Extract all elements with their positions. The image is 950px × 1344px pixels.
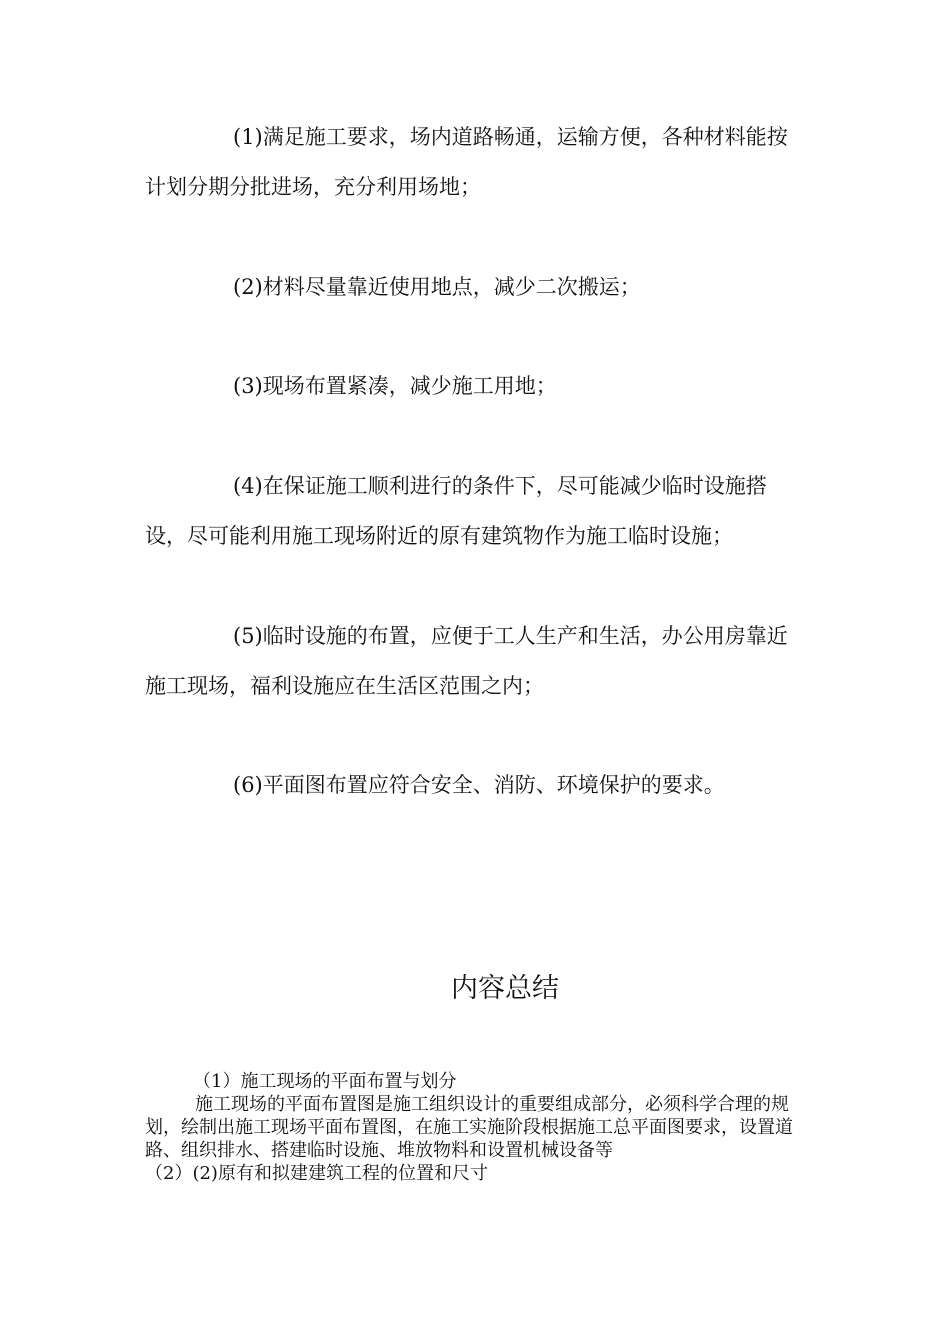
paragraph-5: (5)临时设施的布置，应便于工人生产和生活，办公用房靠近施工现场，福利设施应在生活区范围之内； — [145, 624, 788, 698]
paragraph-3: (3)现场布置紧凑，减少施工用地； — [233, 374, 557, 398]
paragraph-2: (2)材料尽量靠近使用地点，减少二次搬运； — [233, 275, 641, 299]
paragraph-4: (4)在保证施工顺利进行的条件下，尽可能减少临时设施搭设，尽可能利用施工现场附近的原有建筑物作为施工临时设施； — [145, 474, 767, 548]
summary-title: 内容总结 — [451, 973, 559, 1004]
summary-item1-heading: （1）施工现场的平面布置与划分 — [193, 1071, 457, 1092]
summary-item2: （2）(2)原有和拟建建筑工程的位置和尺寸 — [145, 1163, 488, 1184]
summary-item1-body: 施工现场的平面布置图是施工组织设计的重要组成部分，必须科学合理的规划，绘制出施工现场平面布置图，在施工实施阶段根据施工总平面图要求，设置道路、组织排水、搭建临时设施、堆放物料和设置机械设备等 — [145, 1094, 793, 1161]
paragraph-6: (6)平面图布置应符合安全、消防、环境保护的要求。 — [233, 773, 725, 797]
summary-section — [145, 1070, 805, 1185]
paragraph-1: (1)满足施工要求，场内道路畅通，运输方便，各种材料能按计划分期分批进场，充分利用场地； — [145, 125, 788, 199]
